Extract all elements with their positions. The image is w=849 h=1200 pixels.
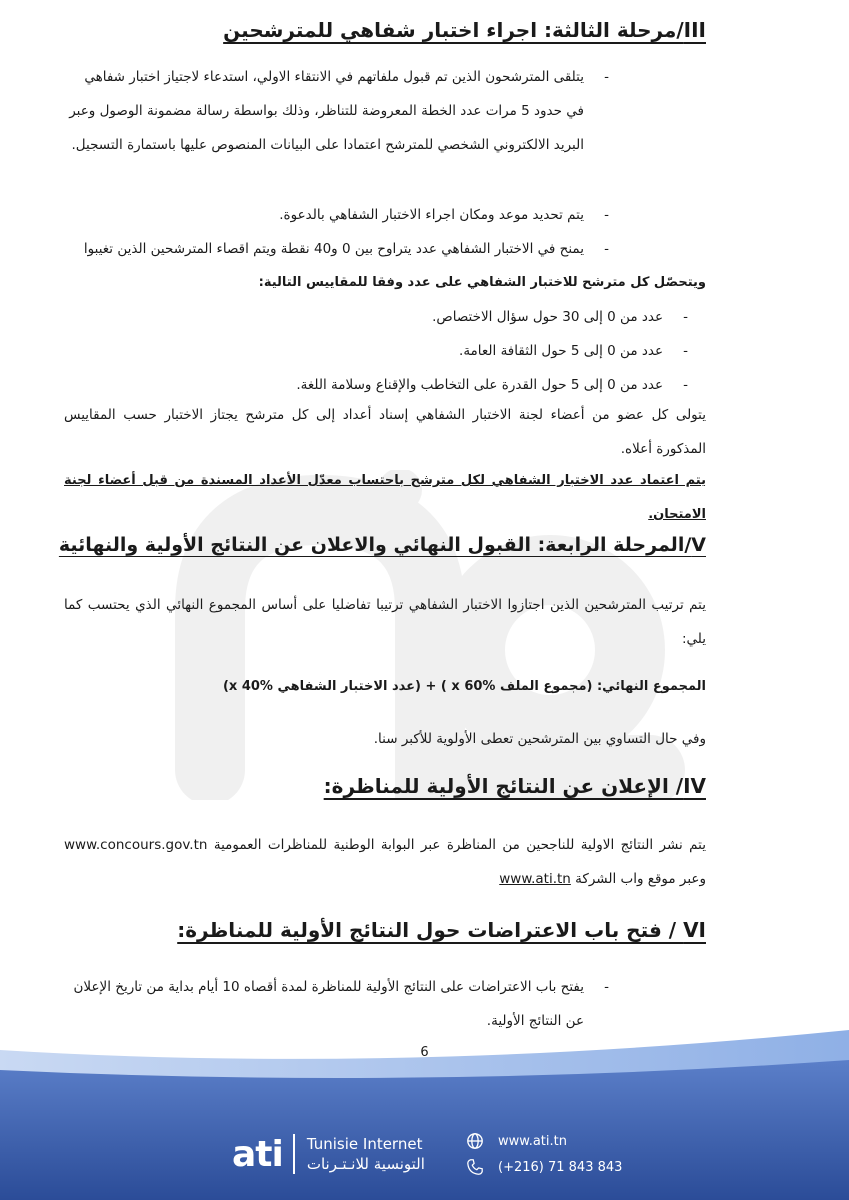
section3-bullet-1: - يتلقى المترشحون الذين تم قبول ملفاتهم في الانتقاء الاولي، استدعاء لاجتياز اختبار شفاهي في حدود 5 مرات عدد الخطة المعروضة للتناظر، وذلك بواسطة رسالة مضمونة الوصول وعبر البريد الالكتروني الشخصي للمترشح اعتمادا على البيانات المنصوص عليها باستمارة التسجيل. [64,60,584,162]
bullet-dash: - [604,241,609,257]
ranking-text: يتم ترتيب المترشحين الذين اجتازوا الاختبار الشفاهي ترتيبا تفاضليا على أساس المجموع النهائي الذي يحتسب كما يلي: [64,597,706,647]
criteria-item-1: - عدد من 0 إلى 30 حول سؤال الاختصاص. [64,300,663,334]
section3-bullet-3: - يمنح في الاختبار الشفاهي عدد يتراوح بين 0 و40 نقطة ويتم اقصاء المترشحين الذين تغيبوا [64,232,584,266]
page-number: 6 [420,1045,429,1060]
brand-name-ar: التونسية للانـتـرنات [306,1155,425,1173]
criteria-item-3: - عدد من 0 إلى 5 حول القدرة على التخاطب والإقناع وسلامة اللغة. [64,368,663,402]
section4-heading: V/المرحلة الرابعة: القبول النهائي والاعلان عن النتائج الأولية والنهائية [58,534,706,556]
brand-name-en: Tunisie Internet [306,1135,423,1153]
footer-phone[interactable]: (+216) 71 843 843 [498,1159,623,1175]
final-note: يتم اعتماد عدد الاختبار الشفاهي لكل مترشح باحتساب معدّل الأعداد المسندة من قبل أعضاء لجنة الامتحان. [64,473,706,522]
bullet-dash: - [604,69,609,85]
bullet-dash: - [604,207,609,223]
criteria-intro: ويتحصّل كل مترشح للاختبار الشفاهي على عدد وفقا للمقاييس التالية: [258,275,706,290]
section6-bullet-1: - يفتح باب الاعتراضات على النتائج الأولية للمناظرة لمدة أقصاه 10 أيام بداية من تاريخ الإعلان عن النتائج الأولية. [64,970,584,1038]
footer-brand [232,1128,425,1180]
phone-icon [466,1158,484,1176]
announcement-text: يتم نشر النتائج الاولية للناجحين من المناظرة عبر البوابة الوطنية للمناظرات العمومية www.concours.gov.tn وعبر موقع واب الشركة www.ati.tn [64,837,706,887]
bullet-dash: - [683,343,688,359]
section5-heading: IV/ الإعلان عن النتائج الأولية للمناظرة: [323,774,706,798]
section3-bullet-2: - يتم تحديد موعد ومكان اجراء الاختبار الشفاهي بالدعوة. [64,198,584,232]
footer-contact [466,1128,622,1180]
section3-heading: III/مرحلة الثالثة: اجراء اختبار شفاهي للمترشحين [223,18,706,42]
ati-logo: ati [232,1133,283,1175]
bullet-dash: - [683,377,688,393]
link-concours[interactable]: www.concours.gov.tn [64,837,208,853]
footer-website[interactable]: www.ati.tn [498,1133,567,1149]
criteria-item-2: - عدد من 0 إلى 5 حول الثقافة العامة. [64,334,663,368]
bullet-dash: - [683,309,688,325]
link-ati[interactable]: www.ati.tn [499,871,571,887]
committee-text: يتولى كل عضو من أعضاء لجنة الاختبار الشفاهي إسناد أعداد إلى كل مترشح يجتاز الاختبار حسب المقاييس المذكورة أعلاه. [64,407,706,457]
brand-separator [293,1134,295,1174]
tie-rule: وفي حال التساوي بين المترشحين تعطى الأولوية للأكبر سنا. [373,731,706,747]
bullet-dash: - [604,979,609,995]
globe-icon [466,1132,484,1150]
final-total-formula: المجموع النهائي: (مجموع الملف x 60% ) + (عدد الاختبار الشفاهي x 40%) [222,679,706,694]
section6-heading: VI / فتح باب الاعتراضات حول النتائج الأولية للمناظرة: [177,918,706,942]
